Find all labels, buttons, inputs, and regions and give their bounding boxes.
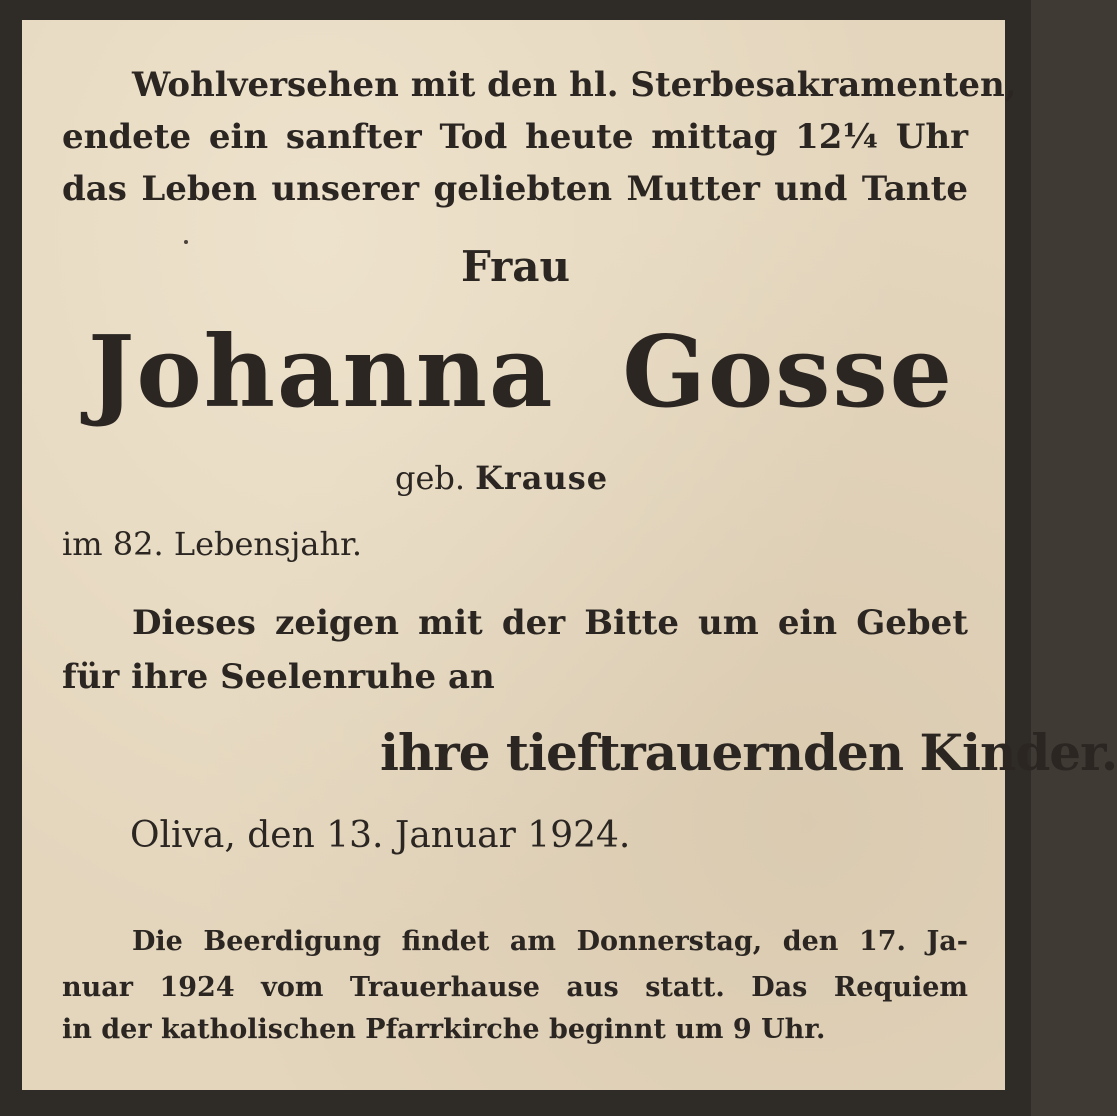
request-line-2: für ihre Seelenruhe an: [62, 657, 495, 697]
funeral-line-1: Die Beerdigung findet am Donnerstag, den 17. Ja-: [132, 926, 968, 957]
maiden-name-line: [395, 459, 609, 497]
intro-line-1: Wohlversehen mit den hl. Sterbesakramenten,: [132, 65, 1017, 105]
deceased-name: Johanna Gosse: [88, 315, 954, 430]
signature-mourners: ihre tieftrauernden Kinder.: [380, 723, 1117, 782]
birth-prefix: geb.: [395, 459, 466, 497]
place-and-date: Oliva, den 13. Januar 1924.: [130, 815, 631, 856]
intro-line-3: das Leben unserer geliebten Mutter und Tante: [62, 169, 968, 209]
intro-line-2: endete ein sanfter Tod heute mittag 12¼ Uhr: [62, 117, 968, 157]
print-speck: [184, 240, 188, 244]
funeral-line-2: nuar 1924 vom Trauerhause aus statt. Das Requiem: [62, 972, 968, 1003]
request-line-1: Dieses zeigen mit der Bitte um ein Gebet: [132, 603, 968, 643]
deceased-title: Frau: [461, 242, 570, 291]
maiden-name: Krause: [475, 459, 609, 497]
age-line: im 82. Lebensjahr.: [62, 525, 363, 563]
funeral-line-3: in der katholischen Pfarrkirche beginnt um 9 Uhr.: [62, 1014, 826, 1045]
